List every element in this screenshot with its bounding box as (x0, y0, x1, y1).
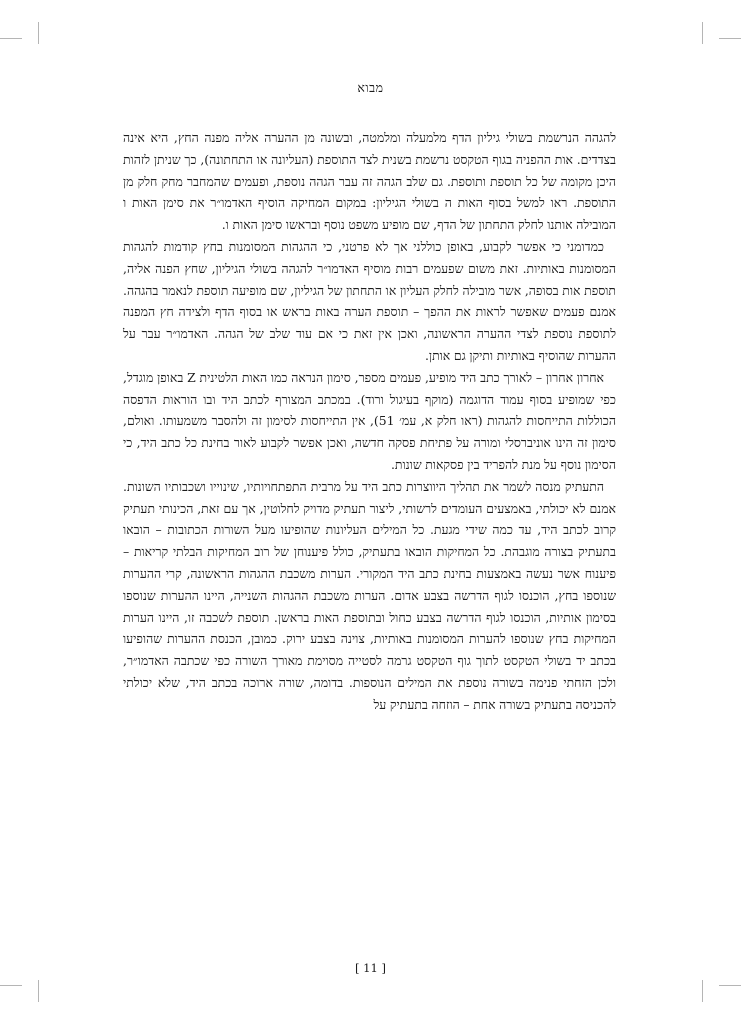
crop-mark-left-bottom (0, 985, 22, 986)
crop-mark-top-right (702, 22, 703, 44)
crop-mark-right-bottom (719, 985, 741, 986)
crop-mark-bottom-left (38, 980, 39, 1002)
page-number: [ 11 ] (355, 961, 386, 975)
running-head: מבוא (357, 80, 384, 95)
paragraph: להגהה הנרשמת בשולי גיליון הדף מלמעלה ומלמטה, ובשונה מן ההערה אליה מפנה החץ, היא אינה בצדדים. אות ההפניה בגוף הטקסט נרשמת בשנית לצד התוספת (העליונה או התחתונה), כך שניתן לזהות היכן מקומה של כל תוספת ותוספת. גם שלב הגהה זה עבר הגהה נוספת, ופעמים שהמחבר מחק חלק מן התוספת. ראו למשל בסוף האות ה בשולי הגיליון: במקום המחיקה הוסיף האדמו״ר את סימן האות ו המובילה אותנו לחלק התחתון של הדף, שם מופיע משפט נוסף ובראשו סימן האות ו. (123, 130, 616, 233)
body-text (123, 127, 616, 716)
crop-mark-right-top (719, 38, 741, 39)
crop-mark-left-top (0, 38, 22, 39)
crop-mark-top-left (38, 22, 39, 44)
crop-mark-bottom-right (702, 980, 703, 1002)
paragraph: כמדומני כי אפשר לקבוע, באופן כוללני אך לא פרטני, כי ההגהות המסומנות בחץ קודמות להגהות המסומנות באותיות. זאת משום שפעמים רבות מוסיף האדמו״ר להגהה בשולי הגיליון, שחץ הפנה אליה, תוספת אות בסופה, אשר מובילה לחלק העליון או התחתון של הגיליון, שם מופיעה תוספת לנאמר בהגהה. אמנם פעמים שאפשר לראות את ההפך – תוספת הערה באות בראש או בסוף הדף ולצידה חץ המפנה לתוספת נוספת לצדי ההערה הראשונה, ואכן אין זאת כי אם עוד שלב של הגהה. האדמו״ר עבר על ההערות שהוסיף באותיות ותיקן גם אותן. (123, 238, 616, 363)
paragraph: אחרון אחרון – לאורך כתב היד מופיע, פעמים מספר, סימון הנראה כמו האות הלטינית Z באופן מוגדל, כפי שמופיע בסוף עמוד הדוגמה (מוקף בעיגול ורוד). במכתב המצורף לכתב היד ובו הוראות הדפסה הכוללות התייחסות להגהות (ראו חלק א, עמ׳ 51), אין התייחסות לסימון זה ולהסבר משמעותו. ואולם, סימון זה הינו אוניברסלי ומורה על פתיחת פסקה חדשה, ואכן אפשר לקבוע לאור בחינת כל כתב היד, כי הסימון נוסף על מנת להפריד בין פסקאות שונות. (123, 369, 616, 472)
paragraph: התעתיק מנסה לשמר את תהליך היווצרות כתב היד על מרבית התפתחויותיו, שינוייו ושכבותיו השונות. אמנם לא יכולתי, באמצעים העומדים לרשותי, ליצור תעתיק מדויק לחלוטין, אך עם זאת, הכינותי תעתיק קרוב לכתב היד, עד כמה שידי מגעת. כל המילים העליונות שהופיעו מעל השורות הכתובות – הובאו בתעתיק בצורה מוגבהת. כל המחיקות הובאו בתעתיק, כולל פיענוחן של רוב המחיקות הבלתי קריאות – פיענוח אשר נעשה באמצעות בחינת כתב היד המקורי. הערות משכבת ההגהות הראשונה, קרי ההערות שנוספו בחץ, הוכנסו לגוף הדרשה בצבע אדום. הערות משכבת ההגהות השנייה, היינו ההערות שנוספו בסימון אותיות, הוכנסו לגוף הדרשה בצבע כחול ובתוספת האות בראשן. תוספת לשכבה זו, היינו הערות המחיקות בחץ שנוספו להערות המסומנות באותיות, צוינה בצבע ירוק. כמובן, הכנסת ההערות שהופיעו בכתב יד בשולי הטקסט לתוך גוף הטקסט גרמה לסטייה מסוימת מאורך השורה כפי שכתבה האדמו״ר, ולכן הזחתי פנימה בשורה נוספת את המילים הנוספות. בדומה, שורה ארוכה בכתב היד, שלא יכולתי להכניסה בתעתיק בשורה אחת – הוזחה בתעתיק על (123, 478, 616, 712)
